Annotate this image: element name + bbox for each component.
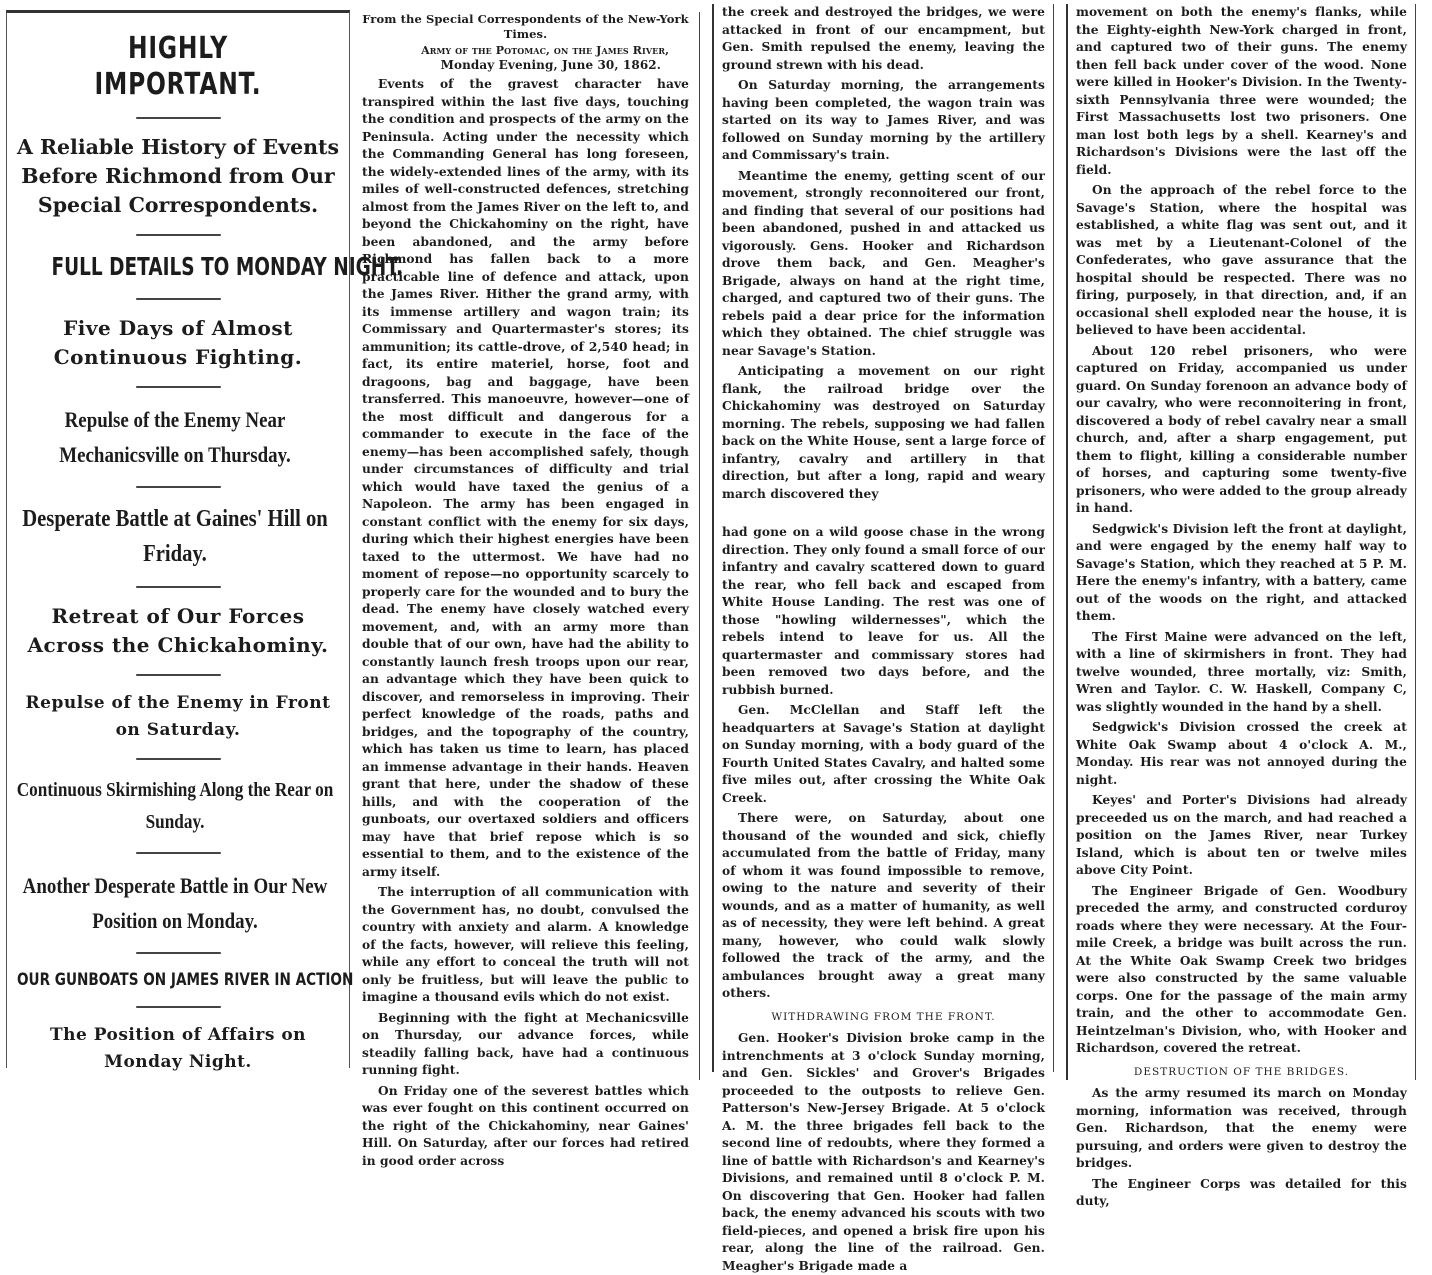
headline-another-battle: Another Desperate Battle in Our New Position on Monday. [22,873,328,933]
article-paragraph: On Saturday morning, the arrangements having been completed, the wagon train was started on its way to James River, and was followed on Sunday morning by the artillery and Commissary's train. [722,78,1045,162]
article-paragraph: had gone on a wild goose chase in the wrong direction. They only found a small force of our infantry and cavalry scattered down to guard the rear, who fell back and escaped from White House Landing. The rest was one of those "howling wildernesses", which the rebels intend to leave for us. All the quartermaster and commissary stores had been removed two days before, and the rubbish burned. [722,525,1045,697]
article-attribution: From the Special Correspondents of the New-York Times. [362,12,689,41]
article-paragraph: Keyes' and Porter's Divisions had already preceeded us on the march, and had reached a position on the James River, near Turkey Island, which is about ten or twelve miles above City Point. [1076,793,1407,877]
subhead-destruction: DESTRUCTION OF THE BRIDGES. [1133,1065,1350,1078]
headline-five-days: Five Days of Almost Continuous Fighting. [53,316,303,369]
article-paragraph: Events of the gravest character have transpired within the last five days, touching the condition and prospects of the army on the Peninsula. Acting under the necessity which the Commanding General has long foreseen, the widely-extended lines of the army, with its miles of well-constructed defences, stretching almost from the James River on the left to, and beyond the Chickahominy on the right, have been abandoned, and the army before Richmond has fallen back to a more practicable line of defence and attack, upon the James River. Hither the grand army, with its immense artillery and wagon train; its Commissary and Quartermaster's stores; its ammunition; its cattle-drove, of 2,540 head; in fact, its entire materiel, horse, foot and dragoons, bag and baggage, have been transferred. This manoeuvre, however—one of the most difficult and dangerous for a commander to execute in the face of the enemy—has been accomplished safely, though under circumstances of difficulty and trial which would have taxed the genius of a Napoleon. The army has been engaged in constant conflict with the enemy for six days, during which their highest energies have been taxed to the uttermost. We have had no moment of repose—no opportunity scarcely to properly care for the wounded and to bury the dead. The enemy have closely watched every movement, and, with an army more than double that of our own, have had the ability to constantly launch fresh troops upon our rear, an advantage which they have been quick to discover, and remorseless in improving. Their perfect knowledge of the roads, paths and bridges, and the topography of the country, which has taken us time to learn, has placed an immense advantage in their hands. Heaven grant that here, under the shadow of these hills, and with the cooperation of the gunboats, our overtaxed soldiers and officers may have that brief repose which is so essential to them, and to the existence of the army itself. [362,77,689,879]
headline-rule [136,952,221,954]
article-paragraph: On the approach of the rebel force to the Savage's Station, where the hospital was established, a white flag was sent out, and it was met by a Lieutenant-Colonel of the Confederates, who gave assurance that the hospital should be respected. There was no firing, purposely, in that direction, and, if an occasional shell exploded near the house, it is believed to have been accidental. [1076,183,1407,337]
headline-retreat: Retreat of Our Forces Across the Chickahominy. [27,604,329,657]
headline-rule [136,234,221,236]
article-paragraph: Beginning with the fight at Mechanicsville on Thursday, our advance forces, while steadily falling back, have had a continuous running fight. [362,1010,689,1077]
headline-rule [136,486,221,488]
headline-repulse-saturday: Repulse of the Enemy in Front on Saturday. [25,693,331,740]
article-paragraph: Meantime the enemy, getting scent of our movement, strongly reconnoitered our front, and finding that several of our positions had been abandoned, pushed in and attacked us vigorously. Gens. Hooker and Richardson drove them back, and Gen. Meagher's Brigade, always on hand at the right time, charged, and captured two of their guns. The rebels paid a dear price for the information which they obtained. The chief struggle was near Savage's Station. [722,168,1045,358]
article-paragraph: movement on both the enemy's flanks, while the Eighty-eighth New-York charged in front, and captured two of their guns. The enemy then fell back under cover of the wood. None were killed in Hooker's Division. In the Twenty-sixth Pennsylvania three were wounded; the First Massachusetts lost two prisoners. One man lost both legs by a shell. Kearney's and Richardson's Divisions were the last off the field. [1076,5,1407,177]
article-paragraph: the creek and destroyed the bridges, we were attacked in front of our encampment, but Gen. Smith repulsed the enemy, leaving the ground strewn with his dead. [722,5,1045,72]
article-paragraph: About 120 rebel prisoners, who were captured on Friday, accompanied us under guard. On Sunday forenoon an advance body of our cavalry, who were reconnoitering in front, discovered a body of rebel cavalry near a small church, and, after a sharp engagement, put them to flight, killing a considerable number of horses, and capturing some twenty-five prisoners, who were added to the group already in hand. [1076,343,1407,515]
column-gap [722,506,1045,524]
article-column-4 [1066,4,1416,1208]
headline-rule [136,758,221,760]
headline-reliable-history: A Reliable History of Events Before Richmond from Our Special Correspondents. [16,135,340,217]
headline-rule [136,386,221,388]
dateline-place: Army of the Potomac, on the James River, [421,44,669,57]
article-paragraph: There were, on Saturday, about one thousand of the wounded and sick, chiefly accumulated from the battle of Friday, many of whom it was found impossible to remove, owing to the nature and severity of their wounds, and as a matter of humanity, as well as of necessity, they were left behind. A great many, however, who could walk slowly followed the track of the army, and the ambulances brought away a great many others. [722,811,1045,1000]
subhead-withdrawing: WITHDRAWING FROM THE FRONT. [771,1010,996,1023]
article-paragraph: The Engineer Brigade of Gen. Woodbury preceded the army, and constructed corduroy roads where they were necessary. At the Four-mile Creek, a bridge was built across the run. At the White Oak Swamp Creek two bridges were also constructed by the same valuable corps. One for the passage of the main army train, and the other to accommodate Gen. Heintzelman's Division, who, with Hooker and Richardson, covered the retreat. [1076,883,1407,1055]
article-paragraph: Sedgwick's Division crossed the creek at White Oak Swamp about 4 o'clock A. M., Monday. His rear was not annoyed during the night. [1076,720,1407,787]
headline-skirmishing: Continuous Skirmishing Along the Rear on Sunday. [16,779,334,833]
article-paragraph: The interruption of all communication with the Government has, no doubt, convulsed the country with anxiety and alarm. A knowledge of the facts, however, will relieve this feeling, while any effort to conceal the truth will not only be fruitless, but will leave the public to imagine a thousand evils which do not exist. [362,885,689,1004]
headline-gunboats: OUR GUNBOATS ON JAMES RIVER IN ACTION [17,970,354,990]
article-paragraph: As the army resumed its march on Monday morning, information was received, through Gen. Richardson, that the enemy were pursuing, and orders were given to destroy the bridges. [1076,1086,1407,1170]
article-paragraph: The Engineer Corps was detailed for this duty, [1076,1176,1407,1208]
article-paragraph: Gen. Hooker's Division broke camp in the intrenchments at 3 o'clock Sunday morning, and Gen. Sickles' and Grover's Brigades proceeded to the outposts to relieve Gen. Patterson's New-Jersey Brigade. At 5 o'clock A. M. the three brigades fell back to the second line of redoubts, where they formed a line of battle with Richardson's and Kearney's Divisions, and remained until 8 o'clock P. M. On discovering that Gen. Hooker had fallen back, the enemy advanced his scouts with two field-pieces, and opened a brisk fire upon his rear, along the line of the railroad. Gen. Meagher's Brigade made a [722,1031,1045,1273]
article-column-2 [362,12,700,1168]
headline-rule [136,586,221,588]
article-paragraph: The First Maine were advanced on the left, with a line of skirmishers in front. They had twelve wounded, three mortally, viz: Smith, Wren and Taylor. C. W. Haskell, Company C, was slightly wounded in the hand by a shell. [1076,629,1407,714]
article-paragraph: On Friday one of the severest battles which was ever fought on this continent occurred on the right of the Chickahominy, near Gaines' Hill. On Saturday, after our forces had retired in good order across [362,1083,689,1168]
main-headline: HIGHLY IMPORTANT. [94,31,262,102]
headline-full-details: FULL DETAILS TO MONDAY NIGHT. [51,252,404,281]
headline-rule [136,117,221,119]
headline-column [6,10,404,1072]
headline-rule [136,674,221,676]
article-paragraph: Anticipating a movement on our right flank, the railroad bridge over the Chickahominy was destroyed on Saturday morning. The rebels, supposing we had fallen back on the White House, sent a large force of infantry, cavalry and artillery in that direction, but after a long, rapid and weary march discovered they [722,364,1045,501]
article-column-3 [712,4,1054,1273]
headline-rule [136,298,221,300]
headline-rule [136,1006,221,1008]
headline-position-affairs: The Position of Affairs on Monday Night. [49,1025,307,1072]
headline-mechanicsville: Repulse of the Enemy Near Mechanicsville on Thursday. [59,407,291,467]
headline-rule [136,852,221,854]
article-paragraph: Gen. McClellan and Staff left the headquarters at Savage's Station at daylight on Sunday morning, with a body guard of the Fourth United States Cavalry, and halted some five miles out, after crossing the White Oak Creek. [722,703,1045,805]
article-paragraph: Sedgwick's Division left the front at daylight, and were engaged by the enemy half way to Savage's Station, which they reached at 5 P. M. Here the enemy's infantry, with a battery, came out of the woods on the right, and attacked them. [1076,521,1407,623]
dateline-date: Monday Evening, June 30, 1862. [440,58,661,72]
headline-gaines-hill: Desperate Battle at Gaines' Hill on Friday. [22,506,328,567]
